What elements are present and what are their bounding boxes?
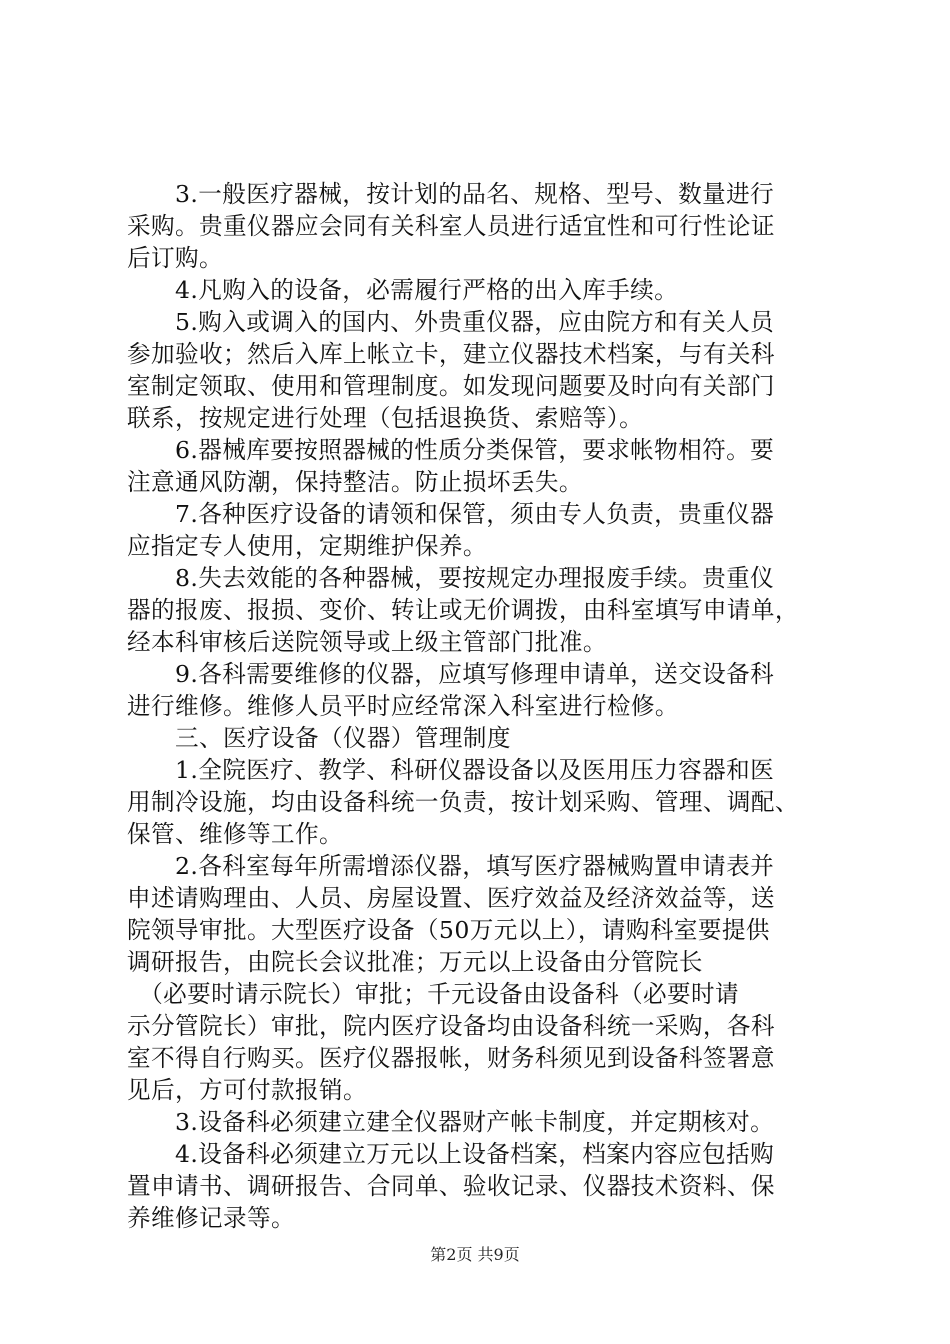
text-line: 5.购入或调入的国内、外贵重仪器，应由院方和有关人员 <box>127 308 775 336</box>
text-line: 院领导审批。大型医疗设备（50万元以上），请购科室要提供 <box>127 916 770 944</box>
text-line: 9.各科需要维修的仪器，应填写修理申请单，送交设备科 <box>127 660 775 688</box>
text-line: 7.各种医疗设备的请领和保管，须由专人负责，贵重仪器 <box>127 500 775 528</box>
text-line: 6.器械库要按照器械的性质分类保管，要求帐物相符。要 <box>127 436 775 464</box>
text-line: 参加验收；然后入库上帐立卡，建立仪器技术档案，与有关科 <box>127 340 775 368</box>
section-heading: 三、医疗设备（仪器）管理制度 <box>127 724 511 752</box>
text-line: 联系，按规定进行处理（包括退换货、索赔等）。 <box>127 404 644 432</box>
text-line: 保管、维修等工作。 <box>127 820 343 848</box>
text-line: 示分管院长）审批，院内医疗设备均由设备科统一采购，各科 <box>127 1012 775 1040</box>
text-line: 室制定领取、使用和管理制度。如发现问题要及时向有关部门 <box>127 372 775 400</box>
text-line: 采购。贵重仪器应会同有关科室人员进行适宜性和可行性论证 <box>127 212 775 240</box>
text-line: 注意通风防潮，保持整洁。防止损坏丢失。 <box>127 468 583 496</box>
text-line: 2.各科室每年所需增添仪器，填写医疗器械购置申请表并 <box>127 852 775 880</box>
text-line: 应指定专人使用，定期维护保养。 <box>127 532 487 560</box>
text-line: 用制冷设施，均由设备科统一负责，按计划采购、管理、调配、 <box>127 788 799 816</box>
text-line: 4.设备科必须建立万元以上设备档案，档案内容应包括购 <box>127 1140 775 1168</box>
text-line: 8.失去效能的各种器械，要按规定办理报废手续。贵重仪 <box>127 564 775 592</box>
text-line: 后订购。 <box>127 244 223 272</box>
text-line: 4.凡购入的设备，必需履行严格的出入库手续。 <box>127 276 679 304</box>
text-line: 进行维修。维修人员平时应经常深入科室进行检修。 <box>127 692 679 720</box>
text-line: 器的报废、报损、变价、转让或无价调拨，由科室填写申请单， <box>127 596 799 624</box>
text-line: 经本科审核后送院领导或上级主管部门批准。 <box>127 628 607 656</box>
text-line: 见后，方可付款报销。 <box>127 1076 367 1104</box>
text-line: （必要时请示院长）审批；千元设备由设备科（必要时请 <box>127 980 740 1008</box>
text-line: 3.设备科必须建立建全仪器财产帐卡制度，并定期核对。 <box>127 1108 775 1136</box>
text-line: 3.一般医疗器械，按计划的品名、规格、型号、数量进行 <box>127 180 775 208</box>
text-line: 养维修记录等。 <box>127 1204 295 1232</box>
text-line: 1.全院医疗、教学、科研仪器设备以及医用压力容器和医 <box>127 756 775 784</box>
page-number-footer: 第2页 共9页 <box>430 1245 520 1264</box>
text-line: 室不得自行购买。医疗仪器报帐，财务科须见到设备科签署意 <box>127 1044 775 1072</box>
text-line: 调研报告，由院长会议批准；万元以上设备由分管院长 <box>127 948 703 976</box>
text-line: 置申请书、调研报告、合同单、验收记录、仪器技术资料、保 <box>127 1172 775 1200</box>
text-line: 申述请购理由、人员、房屋设置、医疗效益及经济效益等，送 <box>127 884 775 912</box>
